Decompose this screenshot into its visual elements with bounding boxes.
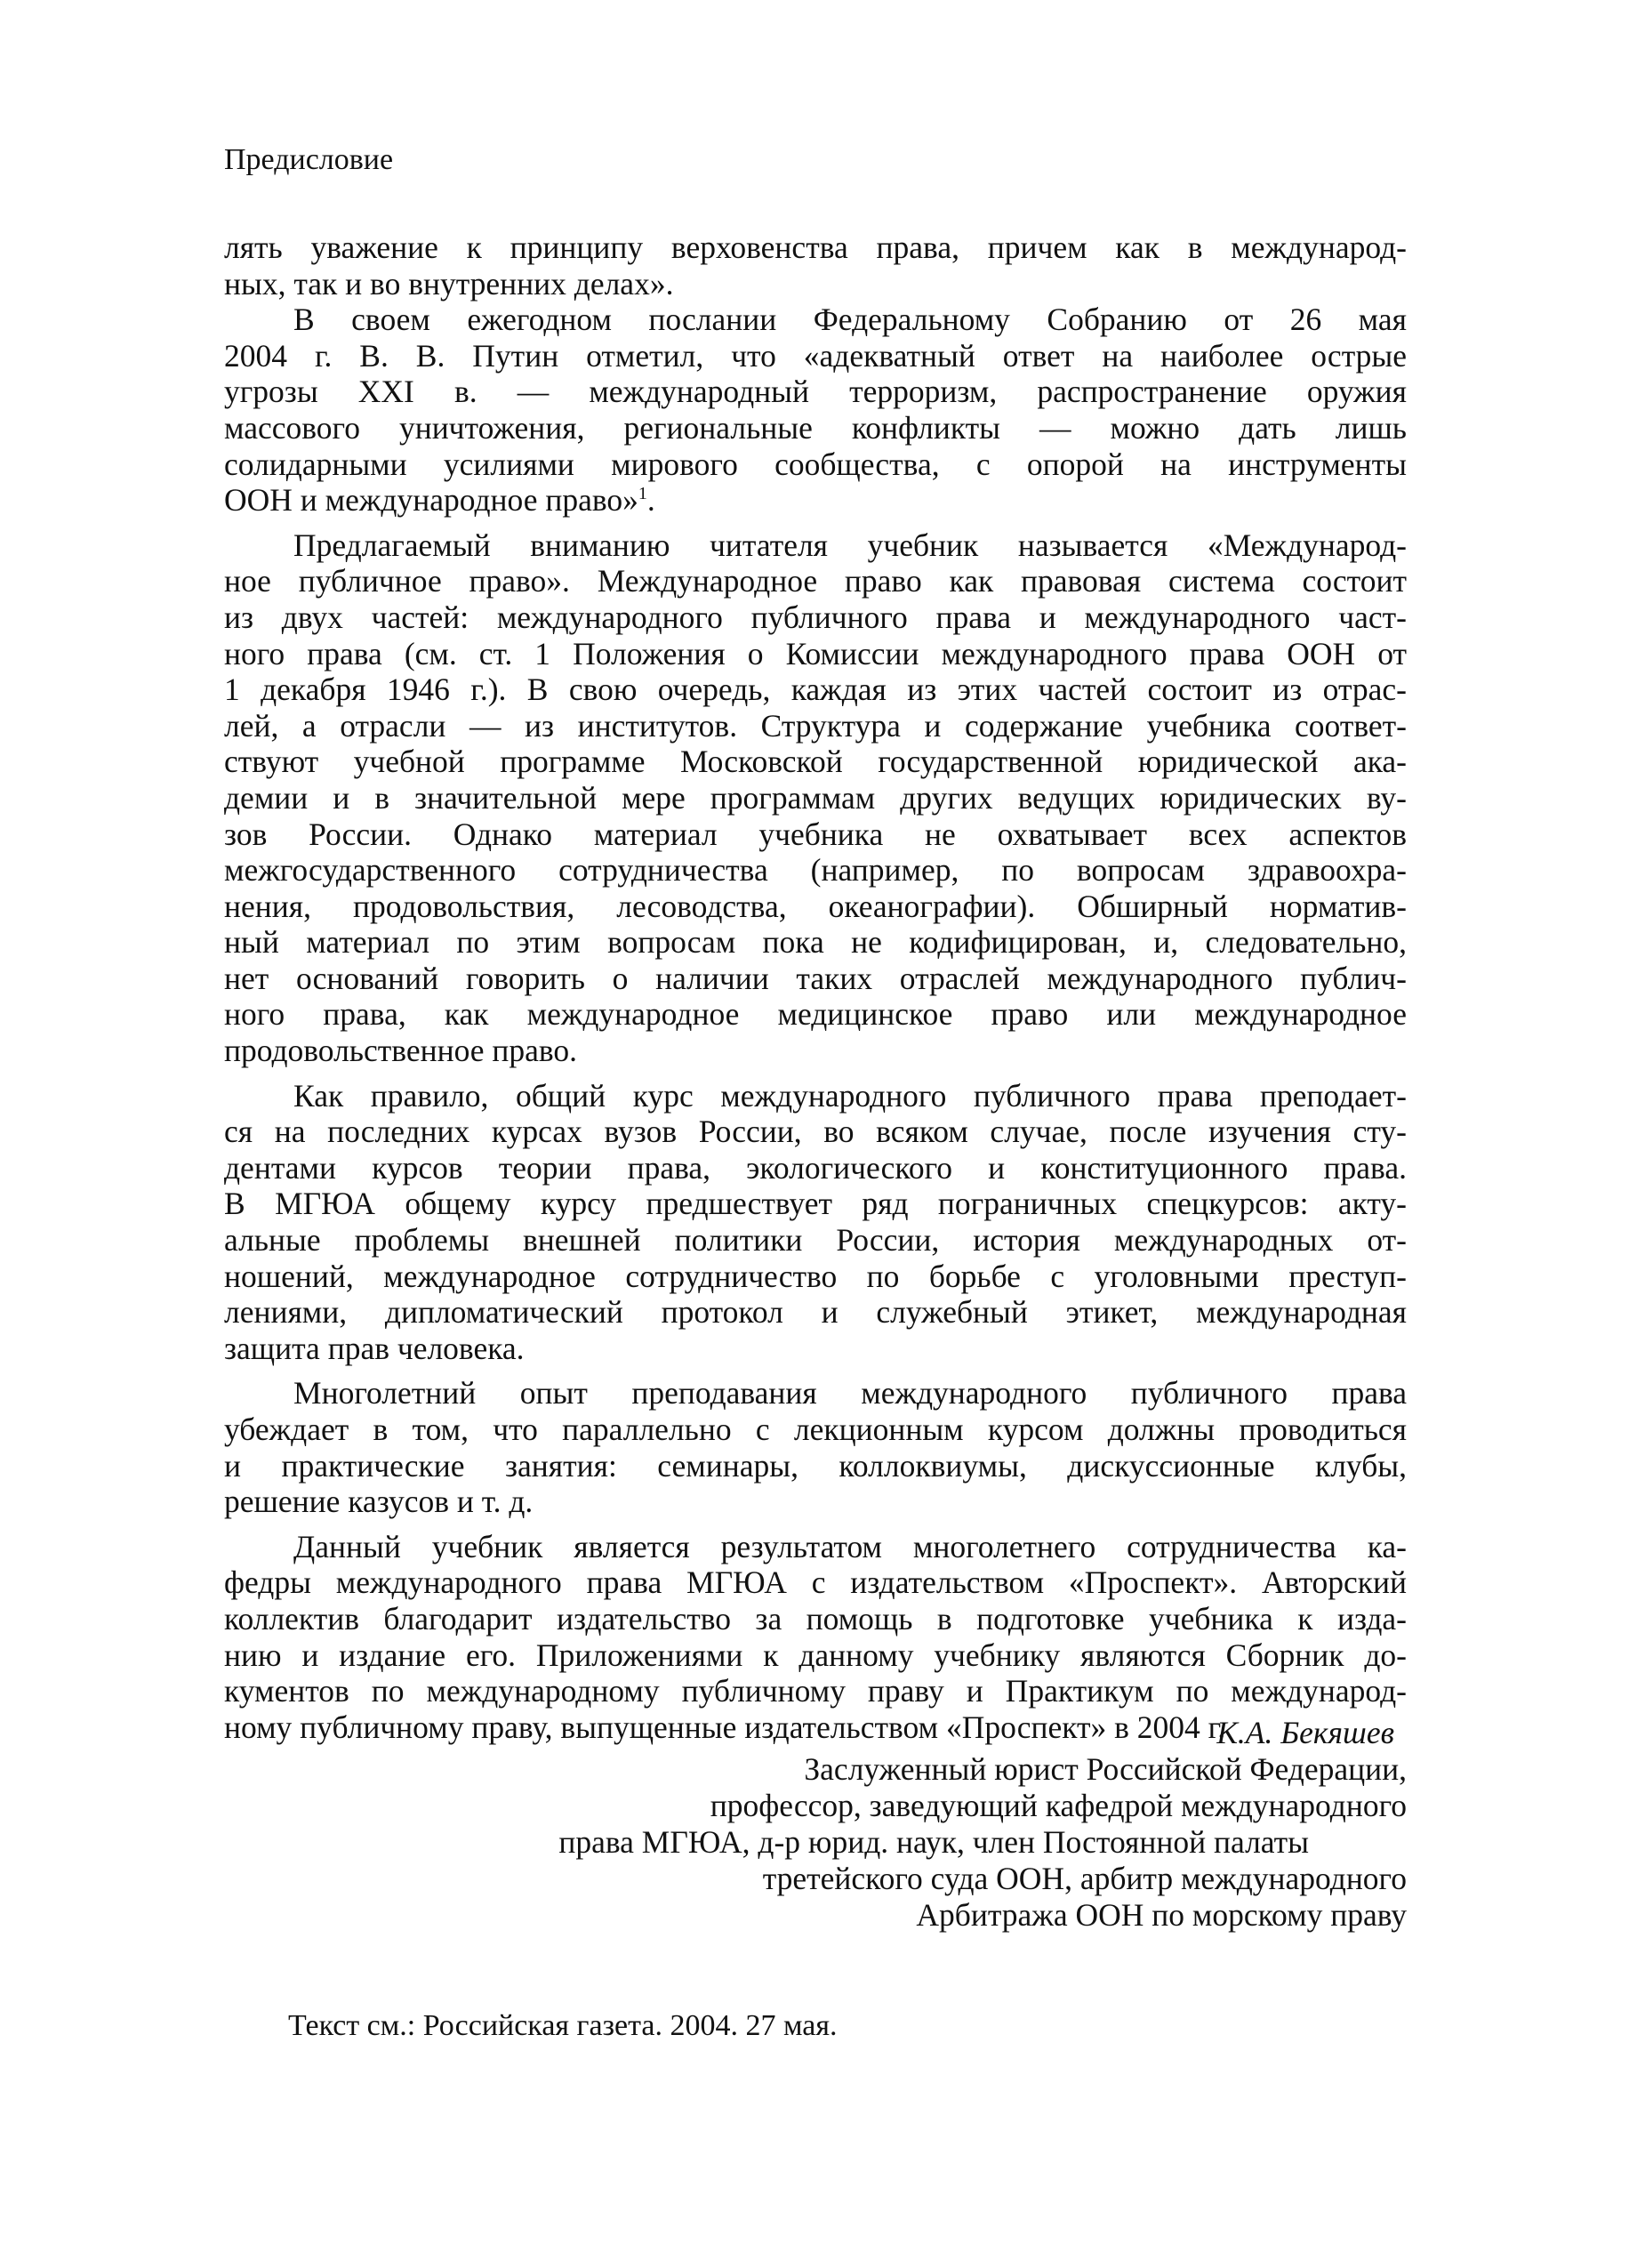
author-name: К.А. Бекяшев xyxy=(1216,1715,1394,1750)
text-line: угрозы XXI в. — международный терроризм, распространение оружия xyxy=(224,374,1407,410)
signature-block xyxy=(224,1715,1407,1934)
paragraph xyxy=(224,1375,1407,1519)
text-line: нию и издание его. Приложениями к данному учебнику являются Сборник до- xyxy=(224,1637,1407,1673)
author-title-line: Арбитража ООН по морскому праву xyxy=(916,1897,1407,1933)
paragraph xyxy=(224,527,1407,1069)
author-title-line: профессор, заведующий кафедрой международного xyxy=(710,1788,1407,1823)
text-line: дентами курсов теории права, экологического и конституционного права. xyxy=(224,1149,1407,1186)
text-line: солидарными усилиями мирового сообщества, с опорой на инструменты xyxy=(224,446,1407,482)
text-line: ному публичному праву, выпущенные издательством «Проспект» в 2004 г. xyxy=(224,1709,1226,1745)
text-line: лей, а отрасли — из институтов. Структура и содержание учебника соответ- xyxy=(224,707,1407,744)
text-line: нения, продовольствия, лесоводства, океанографии). Обширный норматив- xyxy=(224,888,1407,924)
text-line: В своем ежегодном послании Федеральному Собранию от 26 мая xyxy=(293,302,1407,338)
text-line: коллектив благодарит издательство за помощь в подготовке учебника к изда- xyxy=(224,1600,1407,1637)
author-title-line: третейского суда ООН, арбитр международного xyxy=(762,1861,1407,1896)
text-line: ся на последних курсах вузов России, во всяком случае, после изучения сту- xyxy=(224,1114,1407,1150)
text-line: кументов по международному публичному праву и Практикум по международ- xyxy=(224,1673,1407,1709)
body-text xyxy=(224,229,1407,1745)
author-title-line: права МГЮА, д-р юрид. наук, член Постоянной палаты xyxy=(558,1824,1309,1860)
text-line: В МГЮА общему курсу предшествует ряд пограничных спецкурсов: акту- xyxy=(224,1186,1407,1222)
text-line: Предлагаемый вниманию читателя учебник называется «Международ- xyxy=(293,527,1407,563)
paragraph xyxy=(224,229,1407,302)
text-line: массового уничтожения, региональные конфликты — можно дать лишь xyxy=(224,409,1407,446)
footnote: Текст см.: Российская газета. 2004. 27 мая. xyxy=(288,2009,838,2042)
text-line: ное публичное право». Международное право как правовая система состоит xyxy=(224,563,1407,599)
text-fragment: ООН и международное право» xyxy=(224,482,638,519)
text-line: федры международного права МГЮА с издательством «Проспект». Авторский xyxy=(224,1564,1407,1601)
text-line: зов России. Однако материал учебника не охватывает всех аспектов xyxy=(224,816,1407,852)
text-line: межгосударственного сотрудничества (например, по вопросам здравоохра- xyxy=(224,852,1407,889)
text-line: лять уважение к принципу верховенства права, причем как в международ- xyxy=(224,229,1407,265)
text-line: Данный учебник является результатом многолетнего сотрудничества ка- xyxy=(293,1528,1407,1564)
text-fragment: . xyxy=(646,482,655,519)
text-line: решение казусов и т. д. xyxy=(224,1484,534,1520)
text-line: ного права (см. ст. 1 Положения о Комиссии международного права ООН от xyxy=(224,635,1407,672)
text-line: ный материал по этим вопросам пока не кодифицирован, и, следовательно, xyxy=(224,924,1407,961)
text-line: ного права, как международное медицинское право или международное xyxy=(224,996,1407,1033)
paragraph xyxy=(224,1529,1407,1746)
text-line: ношений, международное сотрудничество по борьбе с уголовными преступ- xyxy=(224,1258,1407,1294)
text-line: убеждает в том, что параллельно с лекционным курсом должны проводиться xyxy=(224,1411,1407,1447)
text-line: защита прав человека. xyxy=(224,1330,525,1366)
text-line: лениями, дипломатический протокол и служебный этикет, международная xyxy=(224,1294,1407,1331)
paragraph xyxy=(224,302,1407,519)
text-line: Многолетний опыт преподавания международного публичного права xyxy=(293,1375,1407,1411)
text-line xyxy=(224,482,1407,519)
text-line: продовольственное право. xyxy=(224,1033,578,1069)
text-line: 2004 г. В. В. Путин отметил, что «адекватный ответ на наиболее острые xyxy=(224,337,1407,374)
footnote-reference: 1 xyxy=(638,484,647,504)
running-head: Предисловие xyxy=(224,143,394,176)
text-line: демии и в значительной мере программам других ведущих юридических ву- xyxy=(224,779,1407,816)
text-line: альные проблемы внешней политики России, история международных от- xyxy=(224,1222,1407,1259)
text-line: нет оснований говорить о наличии таких отраслей международного публич- xyxy=(224,960,1407,996)
text-line: ствуют учебной программе Московской государственной юридической ака- xyxy=(224,744,1407,780)
text-line: ных, так и во внутренних делах». xyxy=(224,265,674,302)
text-line: и практические занятия: семинары, коллоквиумы, дискуссионные клубы, xyxy=(224,1447,1407,1484)
text-line: 1 декабря 1946 г.). В свою очередь, каждая из этих частей состоит из отрас- xyxy=(224,672,1407,708)
text-line: из двух частей: международного публичного права и международного част- xyxy=(224,599,1407,635)
author-title-line: Заслуженный юрист Российской Федерации, xyxy=(804,1751,1407,1787)
text-line: Как правило, общий курс международного публичного права преподает- xyxy=(293,1077,1407,1114)
paragraph xyxy=(224,1078,1407,1367)
